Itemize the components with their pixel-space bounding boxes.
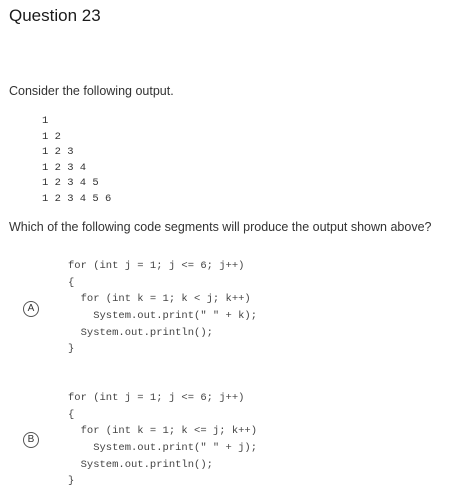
code-line: } (68, 343, 75, 356)
question-title: Question 23 (9, 6, 101, 25)
option-a-radio-button[interactable]: A (23, 301, 39, 317)
answer-option-a[interactable] (0, 258, 474, 366)
question-text: Which of the following code segments will produce the output shown above? (9, 220, 432, 234)
code-line: System.out.println(); (68, 326, 213, 339)
output-line: 1 2 3 4 5 (42, 177, 99, 190)
expected-output (42, 114, 111, 208)
option-b-code-block (68, 390, 257, 490)
prompt-text: Consider the following output. (9, 84, 174, 98)
output-line: 1 2 3 (42, 146, 74, 159)
code-line: System.out.print(" " + j); (68, 442, 258, 455)
output-line: 1 (42, 115, 49, 127)
code-line: for (int k = 1; k < j; k++) (68, 293, 251, 306)
code-line: System.out.println(); (68, 458, 213, 471)
code-line: for (int j = 1; j <= 6; j++) (68, 260, 245, 272)
code-line: for (int k = 1; k <= j; k++) (68, 425, 258, 438)
code-line: } (68, 475, 75, 488)
output-line: 1 2 (42, 130, 61, 143)
code-line: { (68, 276, 75, 289)
code-line: { (68, 408, 75, 421)
output-line: 1 2 3 4 5 6 (42, 192, 112, 205)
option-a-code-block (68, 258, 257, 358)
code-line: System.out.print(" " + k); (68, 310, 258, 323)
code-line: for (int j = 1; j <= 6; j++) (68, 392, 245, 404)
option-b-radio-button[interactable]: B (23, 432, 39, 448)
answer-option-b[interactable] (0, 390, 474, 494)
output-line: 1 2 3 4 (42, 161, 87, 174)
